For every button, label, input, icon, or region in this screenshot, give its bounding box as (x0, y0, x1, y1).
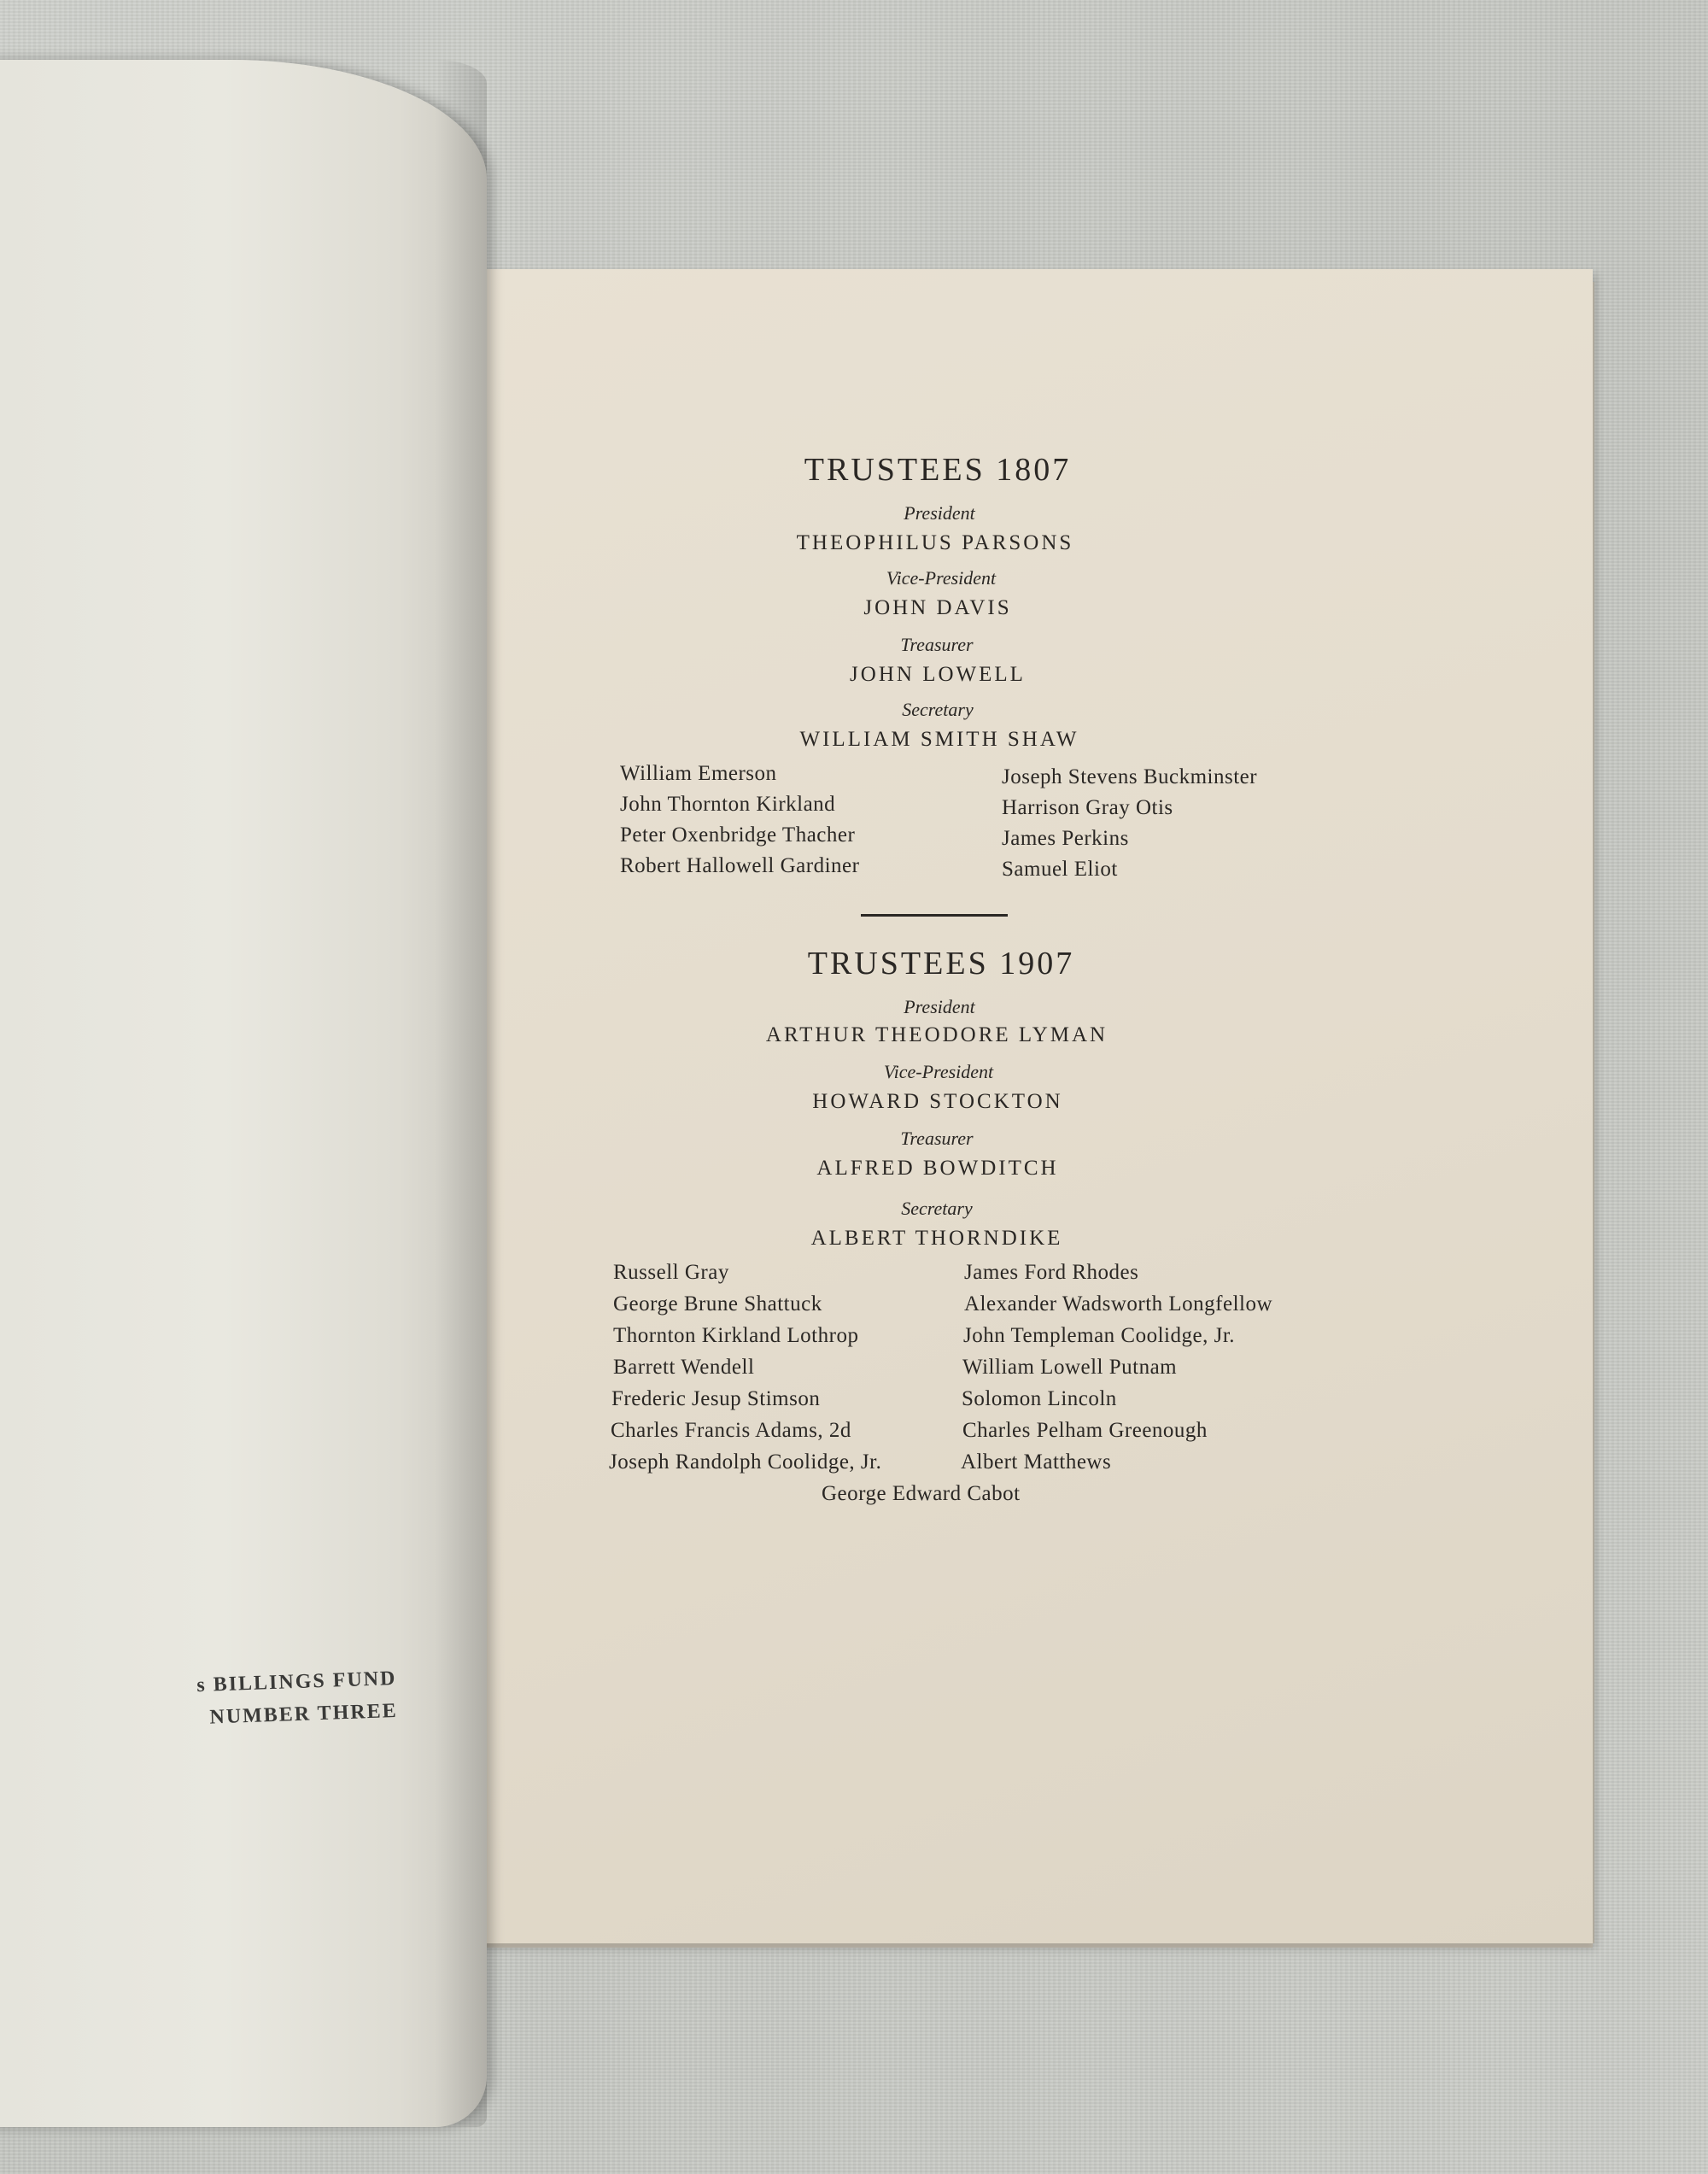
trustee-1907-left-5: Frederic Jesup Stimson (611, 1387, 821, 1410)
treasurer-1807: JOHN LOWELL (850, 663, 1026, 686)
heading-1907: TRUSTEES 1907 (807, 946, 1075, 982)
vice-president-label-1807: Vice-President (886, 567, 997, 589)
trustee-1807-right-3: James Perkins (1002, 827, 1129, 850)
trustee-1807-left-4: Robert Hallowell Gardiner (620, 854, 860, 877)
secretary-label-1807: Secretary (902, 699, 974, 720)
trustee-1907-left-1: Russell Gray (613, 1261, 729, 1284)
trustee-1907-final: George Edward Cabot (822, 1482, 1021, 1505)
heading-1807: TRUSTEES 1807 (804, 452, 1072, 488)
trustee-1907-right-7: Albert Matthews (961, 1450, 1112, 1474)
president-label-1807: President (904, 502, 975, 524)
trustee-1807-right-4: Samuel Eliot (1002, 858, 1118, 881)
trustee-1807-right-1: Joseph Stevens Buckminster (1002, 765, 1258, 788)
secretary-label-1907: Secretary (901, 1198, 973, 1219)
president-1807: THEOPHILUS PARSONS (796, 531, 1074, 554)
number-line: NUMBER THREE (209, 1699, 399, 1729)
president-label-1907: President (904, 996, 975, 1017)
trustee-1907-right-6: Charles Pelham Greenough (962, 1419, 1208, 1442)
section-divider (861, 914, 1008, 917)
trustee-1907-left-7: Joseph Randolph Coolidge, Jr. (609, 1450, 882, 1474)
vice-president-label-1907: Vice-President (883, 1061, 994, 1082)
treasurer-1907: ALFRED BOWDITCH (816, 1157, 1059, 1180)
trustee-1907-right-5: Solomon Lincoln (962, 1387, 1117, 1410)
secretary-1907: ALBERT THORNDIKE (810, 1227, 1063, 1250)
trustee-1807-left-2: John Thornton Kirkland (620, 793, 836, 816)
trustee-1807-left-3: Peter Oxenbridge Thacher (620, 823, 856, 847)
trustee-1907-right-2: Alexander Wadsworth Longfellow (964, 1292, 1273, 1316)
trustee-1907-right-3: John Templeman Coolidge, Jr. (963, 1324, 1236, 1347)
trustee-1807-right-2: Harrison Gray Otis (1002, 796, 1173, 819)
vice-president-1807: JOHN DAVIS (863, 596, 1012, 619)
trustee-1907-left-3: Thornton Kirkland Lothrop (613, 1324, 859, 1347)
treasurer-label-1907: Treasurer (900, 1128, 974, 1149)
trustee-1907-right-4: William Lowell Putnam (962, 1356, 1178, 1379)
trustee-1907-right-1: James Ford Rhodes (964, 1261, 1139, 1284)
president-1907: ARTHUR THEODORE LYMAN (765, 1023, 1108, 1046)
vice-president-1907: HOWARD STOCKTON (812, 1090, 1063, 1113)
treasurer-label-1807: Treasurer (900, 634, 974, 655)
trustee-1907-left-4: Barrett Wendell (613, 1356, 755, 1379)
trustee-1907-left-6: Charles Francis Adams, 2d (611, 1419, 851, 1442)
trustee-1807-left-1: William Emerson (620, 762, 777, 785)
secretary-1807: WILLIAM SMITH SHAW (799, 728, 1079, 751)
trustee-1907-left-2: George Brune Shattuck (613, 1292, 822, 1316)
fund-line: s BILLINGS FUND (196, 1667, 397, 1697)
